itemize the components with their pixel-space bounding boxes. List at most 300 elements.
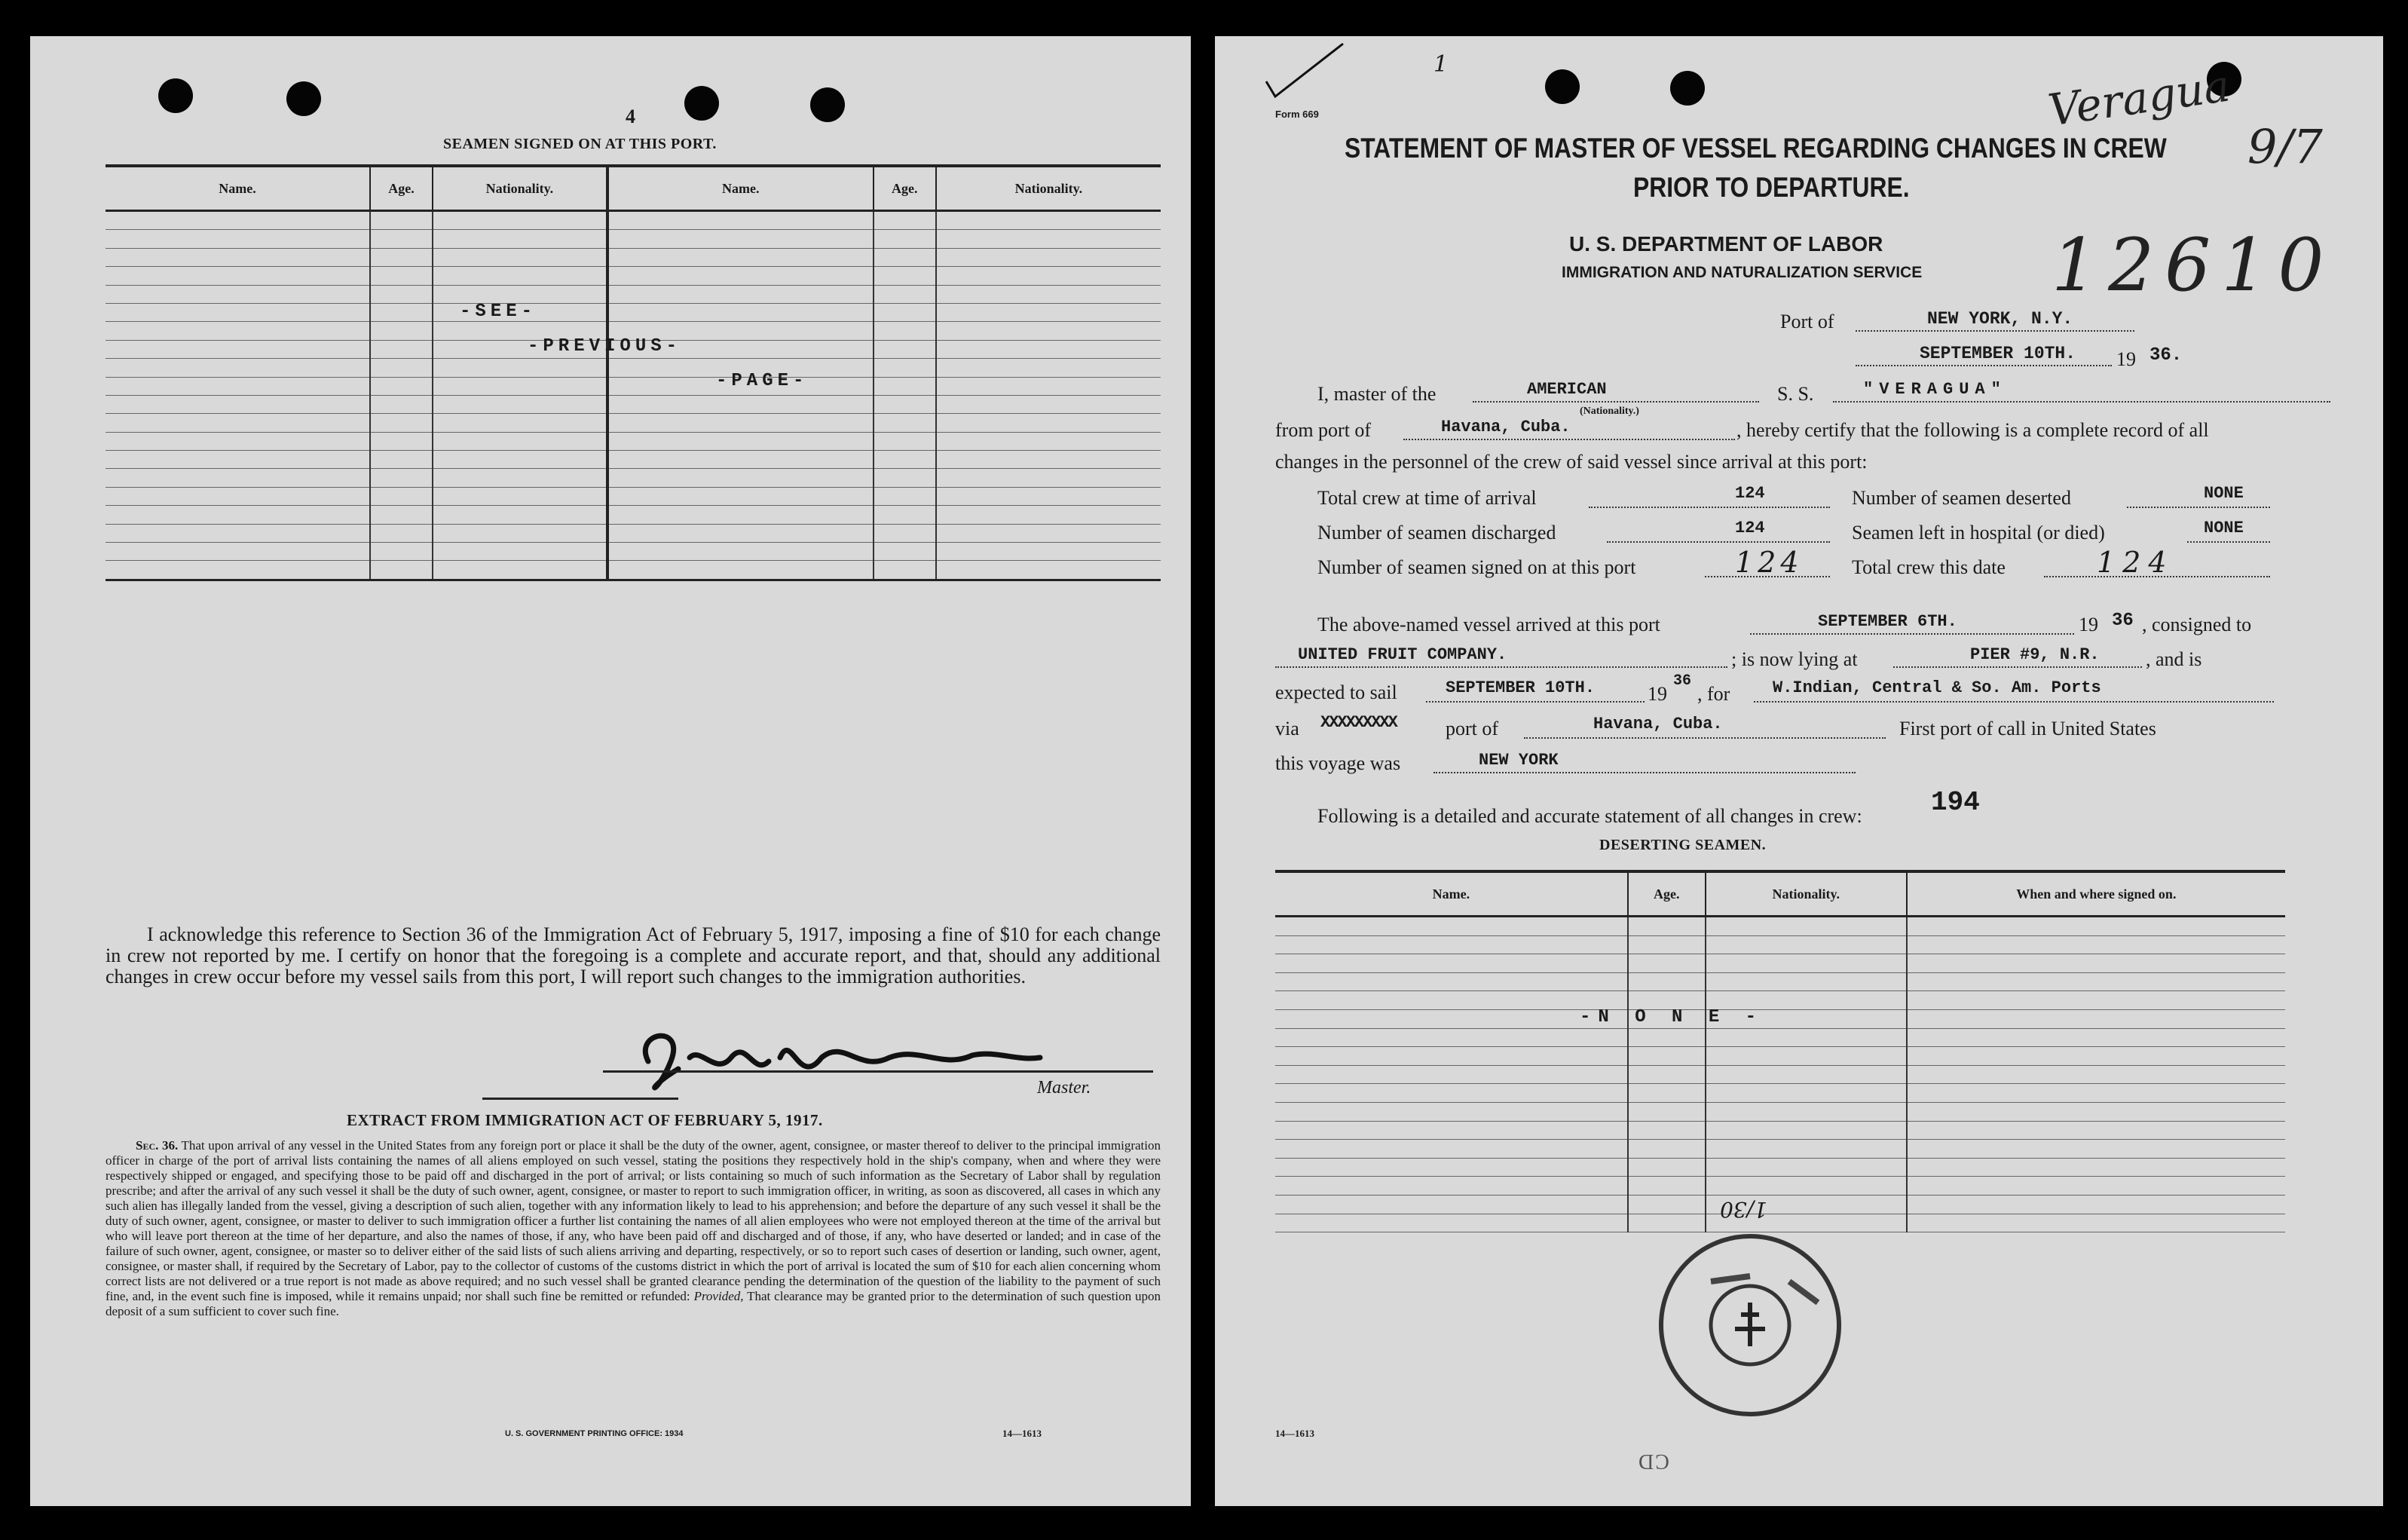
note-previous: -PREVIOUS- xyxy=(528,336,682,357)
table-cell[interactable] xyxy=(936,230,1161,248)
table-cell[interactable] xyxy=(370,303,433,321)
port-of-row xyxy=(1780,311,1834,333)
sail-year-prefix: 19 xyxy=(1648,683,1667,705)
table-cell[interactable] xyxy=(1706,972,1907,991)
table-cell[interactable] xyxy=(433,377,607,395)
table-cell[interactable] xyxy=(370,561,433,580)
table-row xyxy=(106,267,1161,285)
table-row xyxy=(106,230,1161,248)
table-cell[interactable] xyxy=(607,469,874,487)
year-prefix: 19 xyxy=(2116,348,2136,370)
table-row xyxy=(1275,1047,2285,1066)
table-cell[interactable] xyxy=(106,377,370,395)
table-cell[interactable] xyxy=(1275,1084,1628,1103)
table-cell[interactable] xyxy=(370,395,433,413)
hospital-value: NONE xyxy=(2204,519,2244,537)
table-cell[interactable] xyxy=(1706,1102,1907,1121)
table-cell[interactable] xyxy=(370,414,433,432)
table-cell[interactable] xyxy=(874,248,936,266)
table-row xyxy=(1275,1140,2285,1159)
punch-hole xyxy=(1670,71,1705,106)
check-mark xyxy=(1260,36,1351,104)
extract-end: That clearance may be granted prior to the determination of such question upon deposit of a sum sufficient to cover such fine. xyxy=(106,1289,1161,1318)
table-row xyxy=(1275,1065,2285,1084)
voyage-label: this voyage was xyxy=(1275,752,1401,774)
table-cell[interactable] xyxy=(106,248,370,266)
table-cell[interactable] xyxy=(106,414,370,432)
extract-text: That upon arrival of any vessel in the United States from any foreign port or place it shall be the duty of the owner, agent, consignee, or master thereof to deliver to the principal immigration officer in charge of the port of arrival lists containing the names of all aliens employed on such vessel, stating the positions they respectively hold in the ship's company, when and where they were respectively shipped or engaged, and specifying those to be paid off and discharged in the port of arrival; or lists containing so much of such information as the Secretary of Labor shall by regulation prescribe; and after the arrival of any such vessel it shall be the duty of such owner, agent, consignee, or master to report to such immigration officer, in writing, as soon as discovered, all cases in which any such alien has illegally landed from the vessel, giving a description of such alien, together with any information likely to lead to his apprehension; and before the departure of any such vessel it shall be the duty of such owner, agent, consignee, or master to deliver to such immigration officer a further list containing the names of all alien employees who were not employed thereon at the time of the arrival but who will leave port thereon at the time of her departure, and also the names of those, if any, who have been paid off and discharged and of those, if any, who have deserted or landed; and in case of the failure of such owner, agent, consignee, or master so to deliver either of the said lists of such aliens arriving and departing, respectively, or so to report such cases of desertion or landing, such owner, agent, consignee, or master shall, if required by the Secretary of Labor, pay to the collector of customs of the customs district in which the port of arrival is located the sum of $10 for each alien concerning whom correct lists are not delivered or a true report is not made as above required; and no such vessel shall be granted clearance pending the determination of the question of the liability to the payment of such fine, and, in the event such fine is imposed, while it remains unpaid; nor shall such fine be remitted or refunded: xyxy=(106,1138,1161,1303)
form-number: Form 669 xyxy=(1275,109,1319,120)
table-cell[interactable] xyxy=(1706,935,1907,954)
signed-on-value: 124 xyxy=(1735,546,1804,579)
table-cell[interactable] xyxy=(1706,1065,1907,1084)
first-call-label: First port of call in United States xyxy=(1899,718,2156,739)
table-cell[interactable] xyxy=(370,506,433,524)
table-cell[interactable] xyxy=(936,322,1161,340)
table-cell[interactable] xyxy=(874,561,936,580)
table-cell[interactable] xyxy=(936,359,1161,377)
table-cell[interactable] xyxy=(1907,1028,2285,1047)
table-row xyxy=(1275,917,2285,936)
expected-label: expected to sail xyxy=(1275,681,1397,703)
table-cell[interactable] xyxy=(1907,1121,2285,1140)
stamp-annotation: 1/30 xyxy=(1720,1197,1767,1222)
col-header: Nationality. xyxy=(1706,871,1907,917)
extract-title: EXTRACT FROM IMMIGRATION ACT OF FEBRUARY 5, 1917. xyxy=(347,1111,823,1129)
section-title: SEAMEN SIGNED ON AT THIS PORT. xyxy=(443,136,717,152)
pencil-tick: 1 xyxy=(1433,51,1449,78)
changes-text: changes in the personnel of the crew of said vessel since arrival at this port: xyxy=(1275,451,1868,473)
table-cell[interactable] xyxy=(1706,1028,1907,1047)
table-row xyxy=(106,395,1161,413)
table-cell[interactable] xyxy=(1628,954,1706,973)
table-cell[interactable] xyxy=(433,395,607,413)
table-cell[interactable] xyxy=(1628,917,1706,936)
table-cell[interactable] xyxy=(106,487,370,505)
date-value: SEPTEMBER 10TH. xyxy=(1920,344,2076,363)
table-cell[interactable] xyxy=(607,543,874,561)
table-cell[interactable] xyxy=(1275,917,1628,936)
table-cell[interactable] xyxy=(370,322,433,340)
table-cell[interactable] xyxy=(607,432,874,450)
table-cell[interactable] xyxy=(936,561,1161,580)
ss-label: S. S. xyxy=(1777,383,1814,405)
table-cell[interactable] xyxy=(1275,1140,1628,1159)
table-cell[interactable] xyxy=(874,451,936,469)
table-cell[interactable] xyxy=(1275,1102,1628,1121)
table-row xyxy=(1275,1121,2285,1140)
table-cell[interactable] xyxy=(874,469,936,487)
table-cell[interactable] xyxy=(433,451,607,469)
table-row xyxy=(106,543,1161,561)
table-cell[interactable] xyxy=(106,432,370,450)
total-crew-arrival-label: Total crew at time of arrival xyxy=(1317,487,1537,509)
table-cell[interactable] xyxy=(936,524,1161,542)
table-cell[interactable] xyxy=(607,524,874,542)
voyage-line xyxy=(1433,772,1856,773)
deserting-title: DESERTING SEAMEN. xyxy=(1599,837,1767,853)
table-cell[interactable] xyxy=(936,248,1161,266)
table-cell[interactable] xyxy=(1275,935,1628,954)
total-crew-arrival-value: 124 xyxy=(1735,484,1765,503)
via-port: Havana, Cuba. xyxy=(1593,715,1723,733)
table-cell[interactable] xyxy=(607,285,874,303)
extract-section-label: Sec. 36. xyxy=(136,1138,179,1153)
punch-hole xyxy=(684,86,719,121)
table-cell[interactable] xyxy=(1275,1047,1628,1066)
table-cell[interactable] xyxy=(370,211,433,230)
table-row xyxy=(106,377,1161,395)
table-cell[interactable] xyxy=(1907,1214,2285,1232)
table-cell[interactable] xyxy=(433,414,607,432)
table-cell[interactable] xyxy=(370,469,433,487)
table-cell[interactable] xyxy=(433,211,607,230)
stat-line xyxy=(2127,507,2270,508)
table-cell[interactable] xyxy=(874,432,936,450)
table-cell[interactable] xyxy=(1628,1047,1706,1066)
table-cell[interactable] xyxy=(1907,991,2285,1010)
table-cell[interactable] xyxy=(1907,935,2285,954)
table-row xyxy=(1275,935,2285,954)
table-cell[interactable] xyxy=(874,322,936,340)
none-text: -N O N E - xyxy=(1580,1007,1764,1027)
col-header: Nationality. xyxy=(433,166,607,211)
stat-line xyxy=(1607,541,1830,543)
table-cell[interactable] xyxy=(936,506,1161,524)
table-cell[interactable] xyxy=(106,451,370,469)
from-port-label: from port of xyxy=(1275,419,1372,441)
right-page xyxy=(1215,36,2383,1506)
table-row xyxy=(106,506,1161,524)
handwritten-vessel: Veragua xyxy=(2045,60,2233,136)
table-cell[interactable] xyxy=(433,469,607,487)
table-cell[interactable] xyxy=(936,432,1161,450)
year-value: 36. xyxy=(2149,345,2183,366)
consignee-value: UNITED FRUIT COMPANY. xyxy=(1298,645,1507,664)
table-cell[interactable] xyxy=(1907,1084,2285,1103)
table-cell[interactable] xyxy=(433,524,607,542)
table-cell[interactable] xyxy=(607,506,874,524)
discharged-value: 124 xyxy=(1735,519,1765,537)
table-row xyxy=(106,359,1161,377)
table-cell[interactable] xyxy=(370,543,433,561)
lying-label: ; is now lying at xyxy=(1731,648,1858,670)
col-header: Name. xyxy=(1275,871,1628,917)
table-cell[interactable] xyxy=(936,211,1161,230)
total-this-date-value: 124 xyxy=(2097,546,2174,579)
table-row xyxy=(106,248,1161,266)
table-cell[interactable] xyxy=(1907,1195,2285,1214)
punch-hole xyxy=(286,81,321,116)
col-header: Age. xyxy=(370,166,433,211)
col-header: Name. xyxy=(607,166,874,211)
table-cell[interactable] xyxy=(1706,954,1907,973)
table-cell[interactable] xyxy=(106,524,370,542)
arrived-value: SEPTEMBER 6TH. xyxy=(1818,612,1957,631)
table-row xyxy=(106,432,1161,450)
table-cell[interactable] xyxy=(1706,1140,1907,1159)
table-row xyxy=(1275,972,2285,991)
table-cell[interactable] xyxy=(607,561,874,580)
stat-line xyxy=(2044,576,2270,577)
col-header: Name. xyxy=(106,166,370,211)
form-title-line1: STATEMENT OF MASTER OF VESSEL REGARDING CHANGES IN CREW xyxy=(1345,133,2167,164)
table-cell[interactable] xyxy=(370,230,433,248)
table-cell[interactable] xyxy=(1628,1065,1706,1084)
signed-on-table xyxy=(106,164,1161,581)
table-row xyxy=(106,451,1161,469)
table-cell[interactable] xyxy=(370,267,433,285)
table-cell[interactable] xyxy=(433,561,607,580)
table-cell[interactable] xyxy=(607,211,874,230)
table-cell[interactable] xyxy=(874,524,936,542)
table-cell[interactable] xyxy=(106,211,370,230)
punch-hole xyxy=(1545,69,1580,104)
table-cell[interactable] xyxy=(1907,954,2285,973)
table-cell[interactable] xyxy=(874,506,936,524)
table-row xyxy=(106,211,1161,230)
table-cell[interactable] xyxy=(106,230,370,248)
stamp-mirror-text: CD xyxy=(1637,1450,1669,1473)
arrived-year: 36 xyxy=(2112,611,2134,631)
table-cell[interactable] xyxy=(1907,917,2285,936)
col-header: Nationality. xyxy=(936,166,1161,211)
handwritten-number: 12610 xyxy=(2052,223,2335,308)
table-cell[interactable] xyxy=(106,340,370,358)
table-cell[interactable] xyxy=(936,451,1161,469)
form-code-right: 14—1613 xyxy=(1275,1428,1314,1439)
table-cell[interactable] xyxy=(607,267,874,285)
port-line xyxy=(1856,330,2134,332)
table-cell[interactable] xyxy=(1907,1177,2285,1196)
table-cell[interactable] xyxy=(370,524,433,542)
table-cell[interactable] xyxy=(874,285,936,303)
master-label: Master. xyxy=(1037,1078,1091,1098)
table-cell[interactable] xyxy=(936,469,1161,487)
table-cell[interactable] xyxy=(1275,1158,1628,1177)
table-cell[interactable] xyxy=(1706,1121,1907,1140)
printer-line: U. S. GOVERNMENT PRINTING OFFICE: 1934 xyxy=(505,1429,684,1438)
table-cell[interactable] xyxy=(106,469,370,487)
service: IMMIGRATION AND NATURALIZATION SERVICE xyxy=(1562,264,1923,281)
table-cell[interactable] xyxy=(874,230,936,248)
table-cell[interactable] xyxy=(433,432,607,450)
destination-line xyxy=(1754,701,2274,703)
table-cell[interactable] xyxy=(370,377,433,395)
table-cell[interactable] xyxy=(936,414,1161,432)
from-port-value: Havana, Cuba. xyxy=(1441,418,1571,436)
via-struck: XXXXXXXXX xyxy=(1320,713,1397,732)
following-text: Following is a detailed and accurate statement of all changes in crew: xyxy=(1317,805,1862,827)
table-cell[interactable] xyxy=(370,487,433,505)
table-cell[interactable] xyxy=(1907,972,2285,991)
table-cell[interactable] xyxy=(607,303,874,321)
extract-body xyxy=(106,1138,1161,1319)
table-cell[interactable] xyxy=(936,395,1161,413)
table-cell[interactable] xyxy=(1275,1195,1628,1214)
table-cell[interactable] xyxy=(1275,1121,1628,1140)
handwritten-fraction: 9/7 xyxy=(2247,119,2323,174)
table-cell[interactable] xyxy=(106,395,370,413)
port-value: NEW YORK, N.Y. xyxy=(1927,309,2073,329)
table-cell[interactable] xyxy=(607,487,874,505)
table-cell[interactable] xyxy=(874,543,936,561)
table-cell[interactable] xyxy=(370,451,433,469)
master-signature xyxy=(618,1016,1100,1099)
punch-hole xyxy=(810,87,845,122)
table-cell[interactable] xyxy=(936,285,1161,303)
table-cell[interactable] xyxy=(1275,1065,1628,1084)
table-row xyxy=(1275,1102,2285,1121)
note-see: -SEE- xyxy=(460,302,537,322)
table-cell[interactable] xyxy=(874,340,936,358)
table-cell[interactable] xyxy=(370,285,433,303)
nationality-line xyxy=(1473,401,1759,403)
master-label: I, master of the xyxy=(1317,383,1437,405)
table-cell[interactable] xyxy=(1628,1084,1706,1103)
table-cell[interactable] xyxy=(433,267,607,285)
table-cell[interactable] xyxy=(433,543,607,561)
via-label: via xyxy=(1275,718,1299,739)
table-cell[interactable] xyxy=(1275,1214,1628,1232)
consigned-label: , consigned to xyxy=(2142,614,2252,635)
port-label: Port of xyxy=(1780,311,1834,332)
lying-value: PIER #9, N.R. xyxy=(1970,645,2100,664)
table-cell[interactable] xyxy=(874,211,936,230)
ship-line xyxy=(1833,401,2330,403)
following-number: 194 xyxy=(1931,787,1980,818)
arrived-year-prefix: 19 xyxy=(2079,614,2098,635)
table-cell[interactable] xyxy=(370,248,433,266)
table-cell[interactable] xyxy=(1275,954,1628,973)
table-cell[interactable] xyxy=(106,267,370,285)
table-cell[interactable] xyxy=(1275,1028,1628,1047)
via-line xyxy=(1524,737,1886,739)
signature-line xyxy=(603,1070,1153,1073)
sail-year: 36 xyxy=(1673,672,1692,690)
table-cell[interactable] xyxy=(1275,1177,1628,1196)
table-cell[interactable] xyxy=(607,451,874,469)
table-cell[interactable] xyxy=(106,359,370,377)
stat-line xyxy=(2187,541,2270,543)
note-page: -PAGE- xyxy=(716,371,809,391)
table-row xyxy=(106,561,1161,580)
nationality-caption: (Nationality.) xyxy=(1580,406,1639,417)
table-cell[interactable] xyxy=(370,432,433,450)
table-cell[interactable] xyxy=(607,414,874,432)
ship-name: "VERAGUA" xyxy=(1863,380,2007,399)
table-cell[interactable] xyxy=(1275,1009,1628,1028)
table-cell[interactable] xyxy=(874,395,936,413)
table-cell[interactable] xyxy=(607,248,874,266)
table-row xyxy=(1275,1009,2285,1028)
table-cell[interactable] xyxy=(1907,1102,2285,1121)
table-cell[interactable] xyxy=(106,285,370,303)
col-header: When and where signed on. xyxy=(1907,871,2285,917)
sail-line xyxy=(1426,701,1645,703)
table-cell[interactable] xyxy=(433,506,607,524)
table-cell[interactable] xyxy=(936,303,1161,321)
col-header: Age. xyxy=(874,166,936,211)
discharged-label: Number of seamen discharged xyxy=(1317,522,1556,543)
table-cell[interactable] xyxy=(607,395,874,413)
table-cell[interactable] xyxy=(370,359,433,377)
stat-line xyxy=(1705,576,1830,577)
table-cell[interactable] xyxy=(370,340,433,358)
table-row xyxy=(106,414,1161,432)
and-is: , and is xyxy=(2146,648,2202,670)
table-cell[interactable] xyxy=(106,543,370,561)
table-cell[interactable] xyxy=(433,230,607,248)
table-cell[interactable] xyxy=(1628,1121,1706,1140)
table-cell[interactable] xyxy=(433,285,607,303)
table-cell[interactable] xyxy=(936,340,1161,358)
table-row xyxy=(106,487,1161,505)
lying-line xyxy=(1893,666,2142,668)
page-number: 4 xyxy=(626,106,635,127)
table-cell[interactable] xyxy=(874,359,936,377)
table-cell[interactable] xyxy=(936,543,1161,561)
table-cell[interactable] xyxy=(936,267,1161,285)
sail-date: SEPTEMBER 10TH. xyxy=(1446,678,1596,697)
table-cell[interactable] xyxy=(1628,935,1706,954)
table-cell[interactable] xyxy=(874,414,936,432)
table-cell[interactable] xyxy=(1706,1047,1907,1066)
table-row xyxy=(106,469,1161,487)
table-cell[interactable] xyxy=(936,487,1161,505)
table-cell[interactable] xyxy=(106,561,370,580)
table-cell[interactable] xyxy=(936,377,1161,395)
table-cell[interactable] xyxy=(433,248,607,266)
table-cell[interactable] xyxy=(1706,917,1907,936)
table-cell[interactable] xyxy=(874,267,936,285)
destination: W.Indian, Central & So. Am. Ports xyxy=(1773,678,2101,697)
table-cell[interactable] xyxy=(1628,1140,1706,1159)
table-cell[interactable] xyxy=(1907,1009,2285,1028)
table-cell[interactable] xyxy=(106,303,370,321)
table-row xyxy=(1275,1028,2285,1047)
table-cell[interactable] xyxy=(607,230,874,248)
table-cell[interactable] xyxy=(106,506,370,524)
consignee-line xyxy=(1275,666,1727,668)
table-cell[interactable] xyxy=(874,303,936,321)
table-cell[interactable] xyxy=(433,487,607,505)
table-cell[interactable] xyxy=(1628,972,1706,991)
table-cell[interactable] xyxy=(1275,972,1628,991)
table-cell[interactable] xyxy=(1275,991,1628,1010)
arrived-text: The above-named vessel arrived at this port xyxy=(1317,614,1660,635)
extract-provided: Provided, xyxy=(693,1289,744,1303)
table-cell[interactable] xyxy=(874,487,936,505)
table-cell[interactable] xyxy=(1907,1065,2285,1084)
form-code-left: 14—1613 xyxy=(1002,1428,1042,1439)
table-cell[interactable] xyxy=(1706,1084,1907,1103)
table-cell[interactable] xyxy=(1907,1158,2285,1177)
form-title-line2: PRIOR TO DEPARTURE. xyxy=(1633,172,1910,203)
deserted-value: NONE xyxy=(2204,484,2244,503)
deserted-label: Number of seamen deserted xyxy=(1852,487,2071,509)
table-cell[interactable] xyxy=(433,359,607,377)
table-cell[interactable] xyxy=(874,377,936,395)
table-row xyxy=(1275,1084,2285,1103)
for-label: , for xyxy=(1697,683,1730,705)
table-cell[interactable] xyxy=(1628,1028,1706,1047)
table-cell[interactable] xyxy=(1907,1047,2285,1066)
table-cell[interactable] xyxy=(106,322,370,340)
table-cell[interactable] xyxy=(1628,1102,1706,1121)
table-row xyxy=(106,524,1161,542)
table-cell[interactable] xyxy=(1907,1140,2285,1159)
